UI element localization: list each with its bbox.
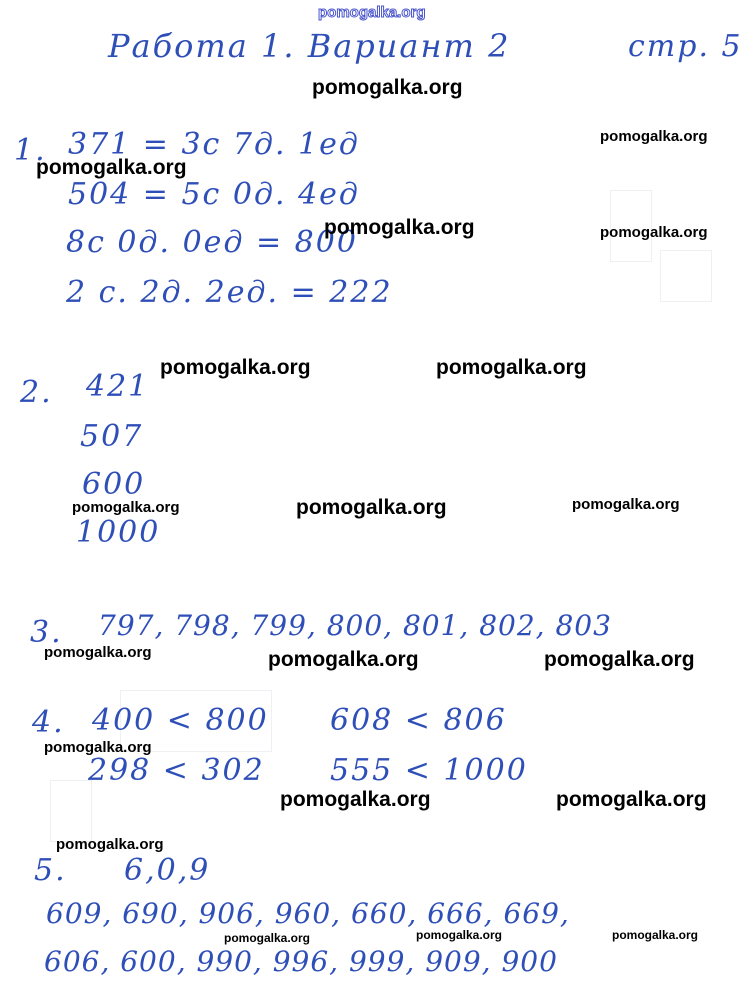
task4-number: 4. <box>32 705 65 740</box>
task2-value: 1000 <box>76 515 161 550</box>
task2-number: 2. <box>20 375 53 410</box>
site-header-watermark: pomogalka.org <box>318 4 426 21</box>
task3-sequence: 797, 798, 799, 800, 801, 802, 803 <box>98 609 612 642</box>
watermark: pomogalka.org <box>312 76 463 99</box>
task5-number: 5. <box>34 853 67 888</box>
watermark: pomogalka.org <box>600 128 708 145</box>
task5-digits: 6,0,9 <box>124 853 211 888</box>
ghost-box <box>660 250 712 302</box>
watermark: pomogalka.org <box>416 928 503 942</box>
ghost-box <box>50 780 92 842</box>
watermark: pomogalka.org <box>296 496 447 519</box>
watermark: pomogalka.org <box>556 788 707 811</box>
work-title: Работа 1. Вариант 2 <box>108 27 511 65</box>
watermark: pomogalka.org <box>572 496 680 513</box>
task5-line: 606, 600, 990, 996, 999, 909, 900 <box>44 945 558 978</box>
task1-line: 2 с. 2д. 2ед. = 222 <box>66 275 393 310</box>
watermark: pomogalka.org <box>612 928 699 942</box>
task4-comparison: 298 < 302 <box>88 753 265 788</box>
task4-comparison: 400 < 800 <box>92 703 269 738</box>
task2-value: 507 <box>80 419 144 454</box>
task5-line: 609, 690, 906, 960, 660, 666, 669, <box>46 897 570 930</box>
task1-line: 8с 0д. 0ед = 800 <box>66 225 358 260</box>
watermark: pomogalka.org <box>56 836 164 853</box>
watermark: pomogalka.org <box>324 216 475 239</box>
task1-line: 371 = 3с 7д. 1ед <box>68 127 360 162</box>
watermark: pomogalka.org <box>268 648 419 671</box>
task4-comparison: 608 < 806 <box>330 703 507 738</box>
watermark: pomogalka.org <box>280 788 431 811</box>
watermark: pomogalka.org <box>544 648 695 671</box>
task4-comparison: 555 < 1000 <box>330 753 528 788</box>
watermark: pomogalka.org <box>44 644 152 661</box>
watermark: pomogalka.org <box>436 356 587 379</box>
watermark: pomogalka.org <box>600 224 708 241</box>
watermark: pomogalka.org <box>44 739 152 756</box>
task2-value: 600 <box>82 467 146 502</box>
page-number: стр. 5 <box>628 29 743 64</box>
task1-number: 1. <box>14 133 47 168</box>
watermark: pomogalka.org <box>160 356 311 379</box>
task2-value: 421 <box>86 369 150 404</box>
watermark: pomogalka.org <box>36 156 187 179</box>
task3-number: 3. <box>30 615 63 650</box>
watermark: pomogalka.org <box>224 931 311 945</box>
watermark: pomogalka.org <box>72 499 180 516</box>
task1-line: 504 = 5с 0д. 4ед <box>68 177 360 212</box>
